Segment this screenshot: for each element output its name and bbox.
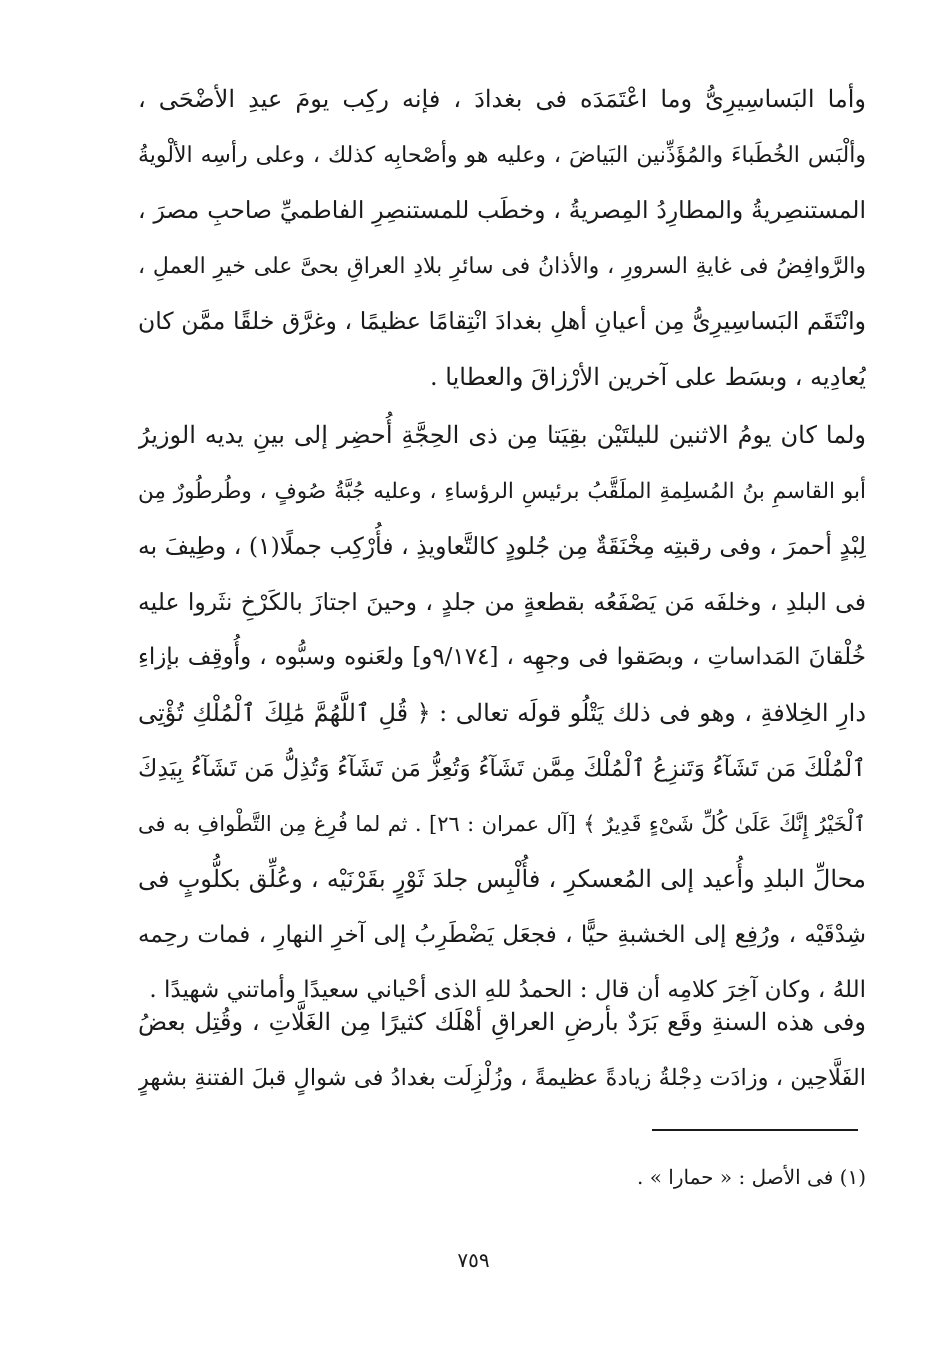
- text-line: محالِّ البلدِ وأُعيد إلى المُعسكرِ ، فأُلْبِس جلدَ ثَوْرٍ بقَرْنَيْه ، وعُلِّق بكلُّوبٍ فى: [138, 865, 866, 893]
- text-line: الفَلَّاحِين ، وزادَت دِجْلةُ زيادةً عظيمةً ، وزُلْزِلَت بغدادُ فى شوالٍ قبلَ الفتنةِ بشهرٍ: [138, 1064, 866, 1091]
- footnote-separator: [652, 1129, 858, 1131]
- text-line: المستنصِريةُ والمطارِدُ المِصريةُ ، وخطَب للمستنصِرِ الفاطميِّ صاحبِ مصرَ ،: [138, 196, 866, 224]
- text-line: فى البلدِ ، وخلفَه مَن يَصْفَعُه بقطعةٍ من جلدٍ ، وحينَ اجتازَ بالكَرْخِ نثَروا عليه: [138, 587, 866, 616]
- text-line: لِبْدٍ أحمرَ ، وفى رقبتِه مِخْنَقَةٌ مِن جُلودٍ كالتَّعاويذِ ، فأُرْكِب جملًا(١) ، وطِيفَ به: [138, 532, 866, 560]
- text-line: دارِ الخِلافةِ ، وهو فى ذلك يَتْلُو قولَه تعالى : ﴿ قُلِ ٱللَّهُمَّ مَٰلِكَ ٱلْمُلْكِ تُؤْتِى: [138, 698, 866, 727]
- text-line: خُلْقانَ المَداساتِ ، وبصَقوا فى وجهِه ، [٩/١٧٤و] ولعَنوه وسبُّوه ، وأُوقِف بإزاءِ: [138, 644, 866, 670]
- footnote: (١) فى الأصل : « حمارا » .: [637, 1165, 866, 1189]
- page-number: ٧٥٩: [457, 1248, 490, 1272]
- text-line: شِدْقَيْه ، ورُفِع إلى الخشبةِ حيًّا ، فجعَل يَضْطَرِبُ إلى آخرِ النهارِ ، فمات رحِمه: [138, 921, 866, 948]
- text-line: وفى هذه السنةِ وقَع بَرَدٌ بأرضِ العراقِ أهْلَك كثيرًا مِن الغَلَّاتِ ، وقُتِل بعضُ: [138, 1008, 866, 1036]
- text-line: وأما البَساسِيرِىُّ وما اعْتَمَدَه فى بغدادَ ، فإنه ركِب يومَ عيدِ الأضْحَى ،: [138, 85, 866, 113]
- text-line: أبو القاسمِ بنُ المُسلِمةِ الملَقَّبُ برئيسِ الرؤساءِ ، وعليه جُبَّةُ صُوفٍ ، وطُرطُورٌ مِن: [138, 478, 866, 504]
- quran-verse-line: ٱلْمُلْكَ مَن تَشَآءُ وَتَنزِعُ ٱلْمُلْكَ مِمَّن تَشَآءُ وَتُعِزُّ مَن تَشَآءُ وَتُذِلُّ مَن تَشَآءُ بِيَدِكَ: [138, 754, 866, 782]
- text-line: وألْبَس الخُطَباءَ والمُؤَذِّنين البَياضَ ، وعليه هو وأصْحابِه كذلك ، وعلى رأسِه الألْويةُ: [138, 142, 866, 168]
- paragraph-1: [138, 72, 866, 405]
- paragraph-2: [138, 408, 866, 1019]
- text-line: والرَّوافِضُ فى غايةِ السرورِ ، والأذانُ فى سائرِ بلادِ العراقِ بحىَّ على خيرِ العملِ ،: [138, 253, 866, 279]
- paragraph-3: [138, 995, 866, 1106]
- text-line: يُعادِيه ، وبسَط على آخرين الأرْزاقَ والعطايا .: [430, 362, 866, 391]
- text-line: اللهُ ، وكان آخِرَ كلامِه أن قال : الحمدُ للهِ الذى أحْياني سعيدًا وأماتني شهيدًا .: [149, 977, 866, 1003]
- text-line: ولما كان يومُ الاثنين لليلتَيْن بقِيَتا مِن ذى الحِجَّةِ أُحضِر إلى بينِ يديه الوزيرُ: [138, 421, 866, 449]
- text-line: وانْتَقَم البَساسِيرِىُّ مِن أعيانِ أهلِ بغدادَ انْتِقامًا عظيمًا ، وغرَّق خلقًا ممَّن كان: [138, 307, 866, 335]
- text-line: ٱلْخَيْرُ إِنَّكَ عَلَىٰ كُلِّ شَىْءٍ قَدِيرٌ ﴾ [آل عمران : ٢٦] . ثم لما فُرِغ مِن التَّطْوافِ به فى: [138, 811, 866, 836]
